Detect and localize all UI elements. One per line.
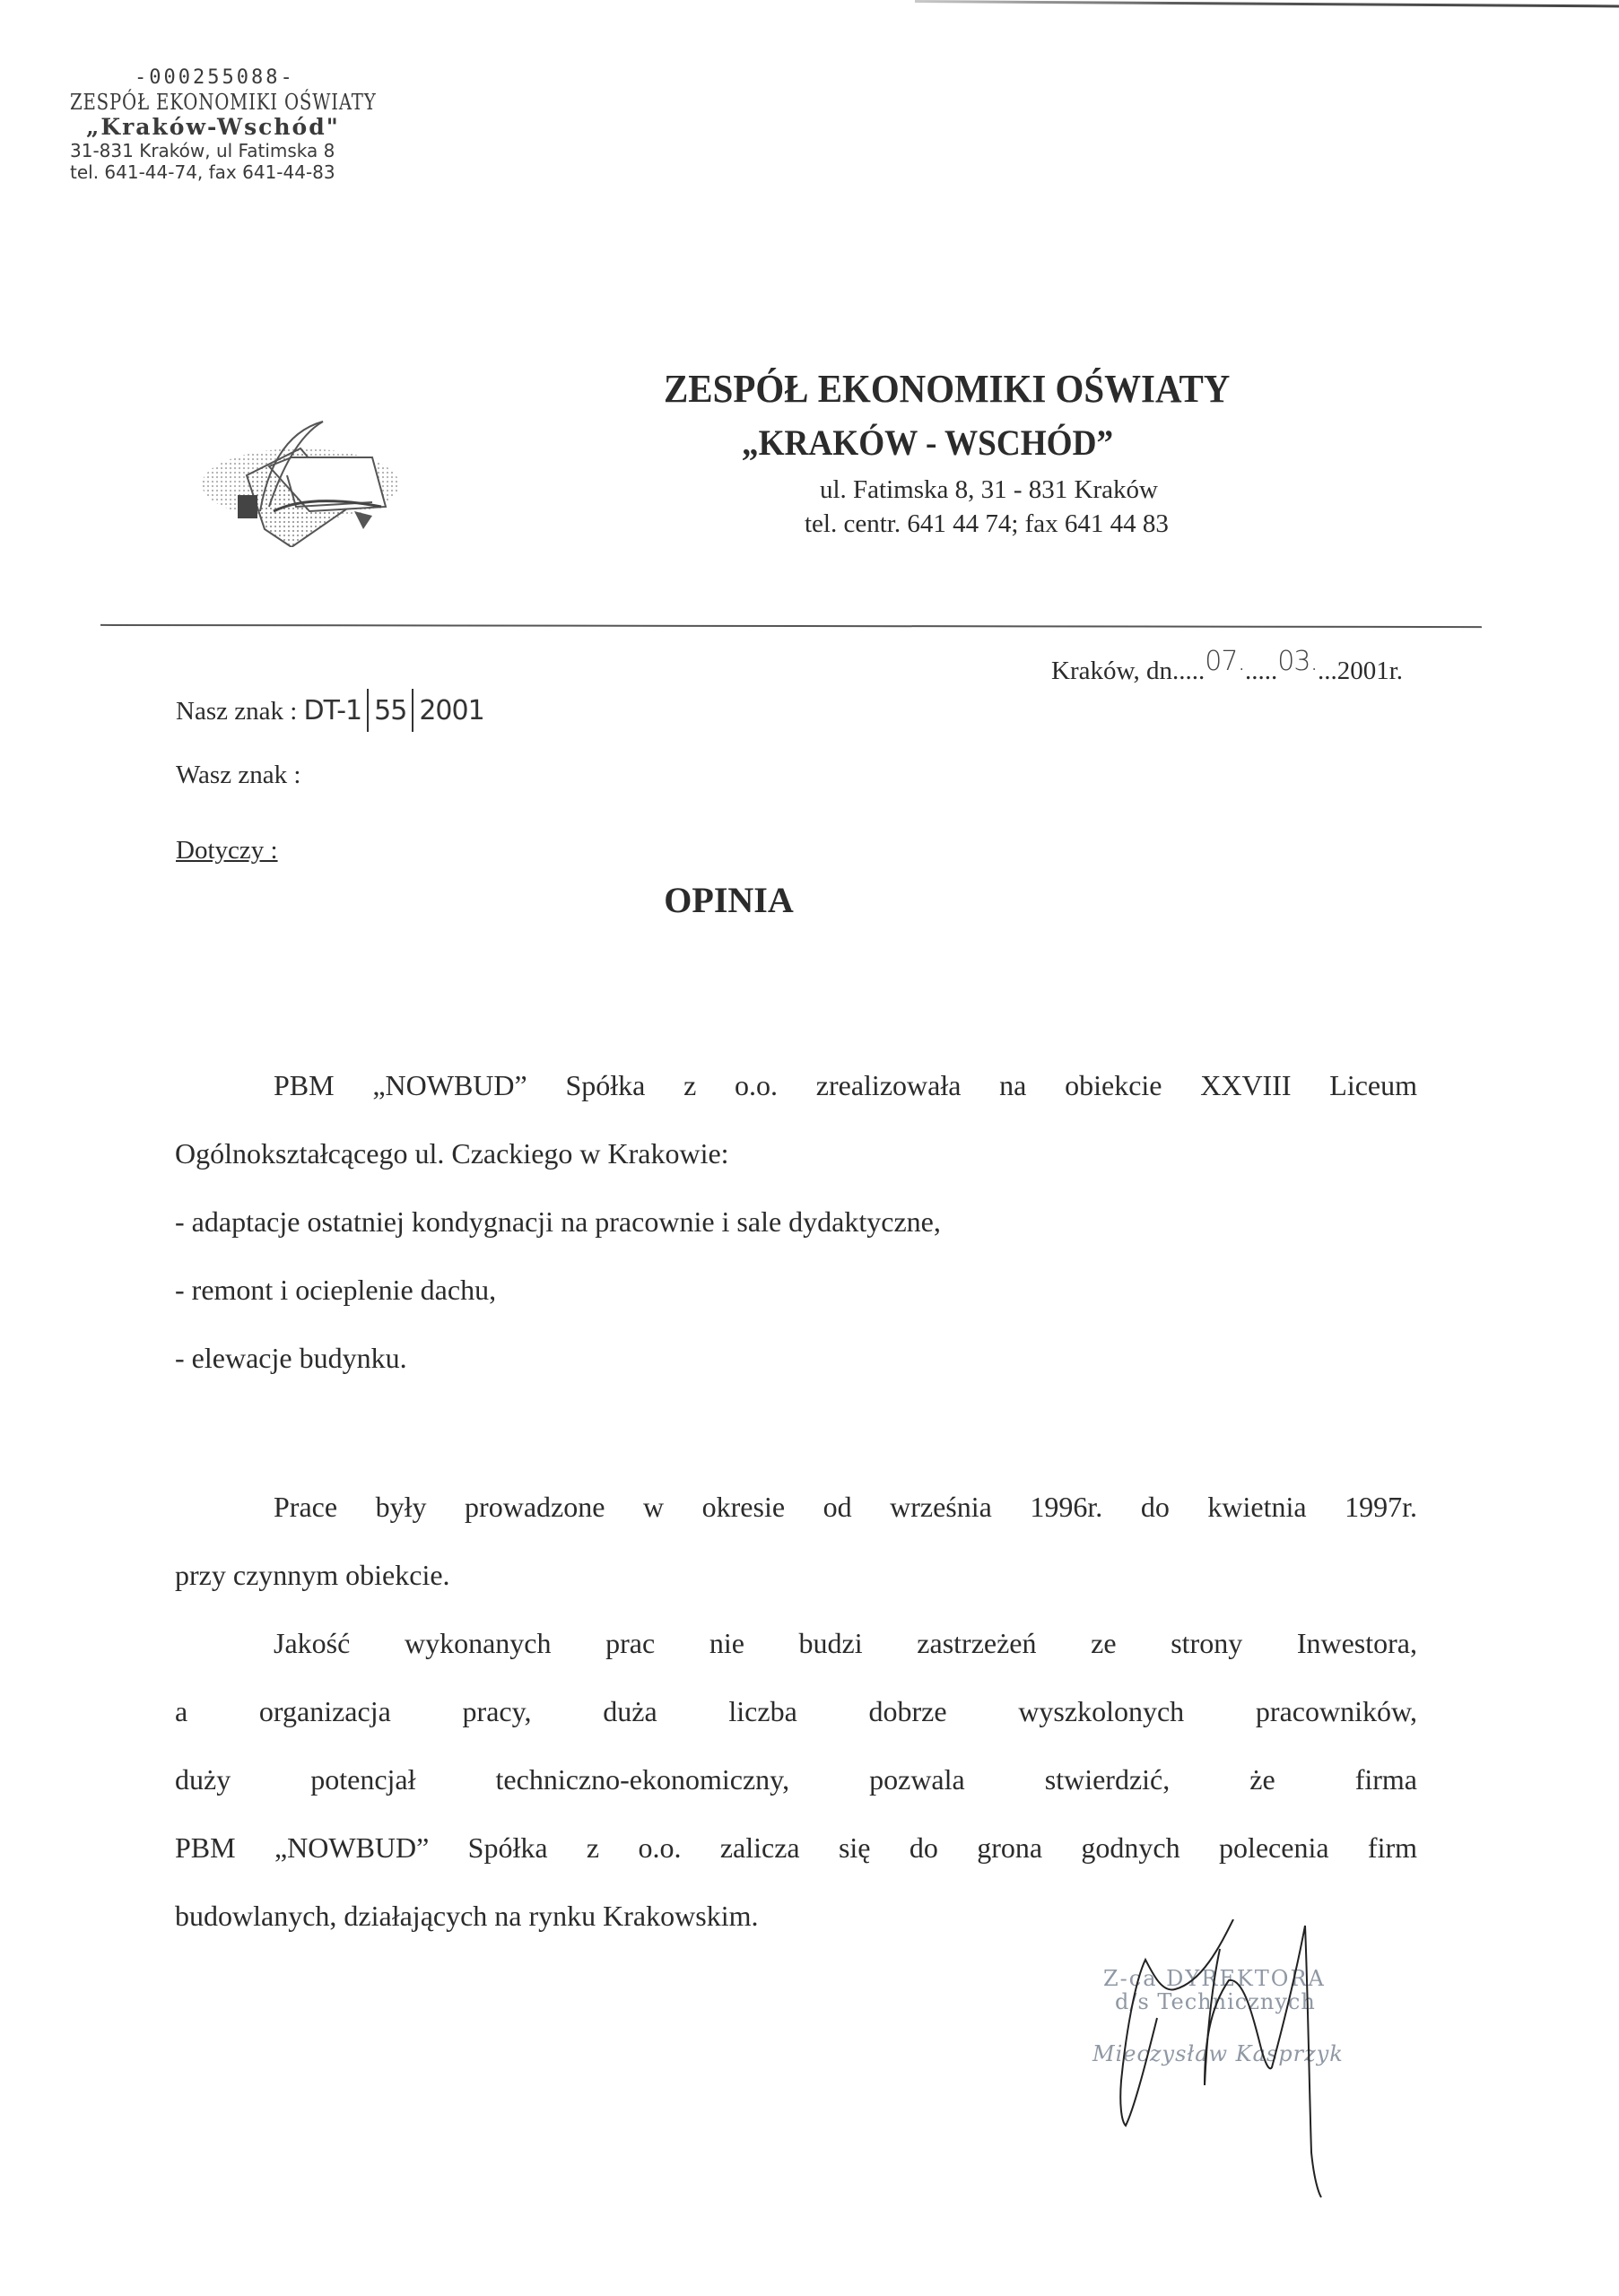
registry-stamp	[70, 66, 465, 183]
paragraph-line: Jakość wykonanych prac nie budzi zastrzeżeń ze strony Inwestora,	[274, 1627, 1417, 1659]
our-reference-label: Nasz znak :	[176, 697, 298, 726]
document-title-text: OPINIA	[664, 880, 794, 920]
your-reference	[176, 761, 300, 790]
paragraph-line: duży potencjał techniczno-ekonomiczny, pozwala stwierdzić, że firma	[175, 1763, 1417, 1796]
scan-edge-line	[915, 0, 1619, 7]
date-month: 03.	[1277, 646, 1318, 677]
separator	[367, 689, 369, 732]
paragraph-line: Ogólnokształcącego ul. Czackiego w Krakowie:	[175, 1137, 729, 1170]
your-reference-label: Wasz znak :	[176, 761, 301, 789]
letterhead-contact: tel. centr. 641 44 74; fax 641 44 83	[805, 509, 1169, 538]
document-title	[0, 879, 1619, 921]
subject	[176, 836, 278, 865]
paragraph-line: Prace były prowadzone w okresie od września 1996r. do kwietnia 1997r.	[274, 1491, 1417, 1523]
date-prefix: Kraków, dn.	[1051, 657, 1179, 685]
header-divider	[100, 624, 1482, 628]
our-reference	[176, 689, 484, 732]
date-day: 07.	[1205, 646, 1245, 677]
stamp-number: -000255088-	[135, 66, 295, 89]
stamp-address: 31-831 Kraków, ul Fatimska 8	[70, 140, 335, 161]
stamp-contact: tel. 641-44-74, fax 641-44-83	[70, 161, 335, 183]
stamp-org: ZESPÓŁ EKONOMIKI OŚWIATY	[70, 90, 377, 115]
paragraph-line: PBM „NOWBUD” Spółka z o.o. zrealizowała na obiekcie XXVIII Liceum	[274, 1069, 1417, 1101]
paragraph-line: przy czynnym obiekcie.	[175, 1559, 450, 1591]
letterhead-name-line2: „KRAKÓW - WSCHÓD”	[742, 422, 1114, 463]
stamp-city: „Kraków-Wschód"	[86, 114, 340, 140]
list-item: - elewacje budynku.	[175, 1342, 407, 1374]
list-item: - adaptacje ostatniej kondygnacji na pracownie i sale dydaktyczne,	[175, 1205, 941, 1238]
signature-stamp-department: d/s Technicznych	[1115, 1989, 1316, 2014]
signature-stamp-name: Mieczysław Kasprzyk	[1092, 2041, 1344, 2066]
our-reference-part1: DT-1	[303, 695, 362, 726]
date-dots: .....	[1245, 657, 1278, 685]
paragraph-line: budowlanych, działających na rynku Krakowskim.	[175, 1900, 759, 1932]
paragraph-line: PBM „NOWBUD” Spółka z o.o. zalicza się do grona godnych polecenia firm	[175, 1831, 1417, 1864]
date-year: 2001r.	[1336, 657, 1404, 685]
book-quill-inkwell-icon	[193, 395, 408, 547]
separator	[412, 689, 413, 732]
letterhead-address: ul. Fatimska 8, 31 - 831 Kraków	[820, 475, 1158, 504]
handwritten-signature-icon	[1049, 1919, 1453, 2224]
date-dots: ....	[1179, 657, 1206, 685]
our-reference-part2: 55	[374, 695, 407, 726]
paragraph-line: a organizacja pracy, duża liczba dobrze wyszkolonych pracowników,	[175, 1695, 1417, 1727]
our-reference-part3: 2001	[419, 695, 484, 726]
letterhead-name-line1: ZESPÓŁ EKONOMIKI OŚWIATY	[664, 367, 1231, 411]
list-item: - remont i ocieplenie dachu,	[175, 1274, 497, 1306]
signature-stamp-title: Z-ca DYREKTORA	[1103, 1966, 1326, 1991]
date-line	[1051, 646, 1404, 686]
signature-block	[1049, 1919, 1453, 2224]
date-dots: ...	[1317, 657, 1337, 685]
subject-label: Dotyczy :	[176, 836, 278, 865]
